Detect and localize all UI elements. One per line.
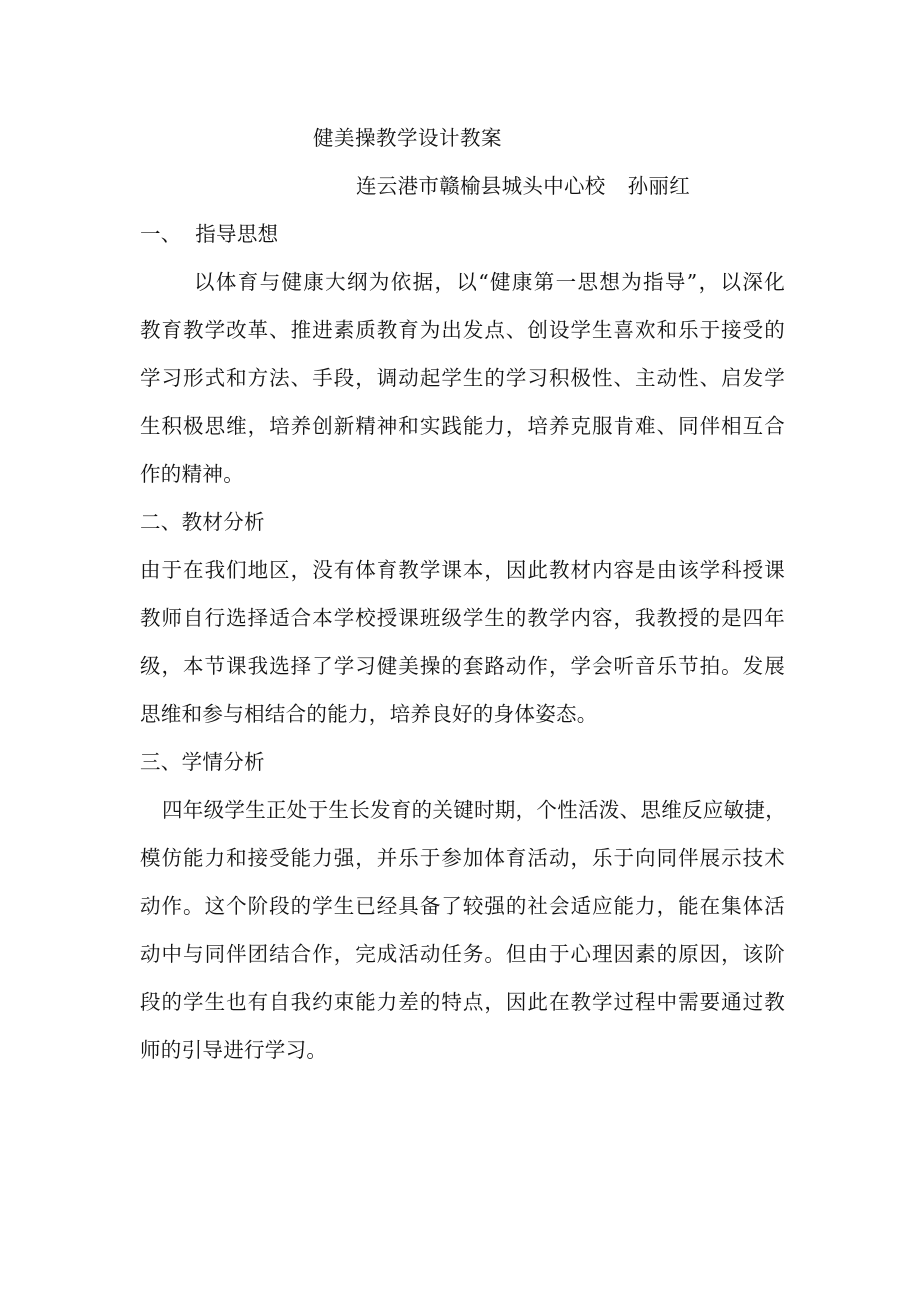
section-heading-material-analysis: 二、教材分析 (140, 510, 265, 534)
paragraph-line: 级，本节课我选择了学习健美操的套路动作，学会听音乐节拍。发展 (140, 654, 785, 678)
paragraph-line: 作的精神。 (140, 462, 244, 486)
paragraph-line: 由于在我们地区，没有体育教学课本，因此教材内容是由该学科授课 (140, 558, 785, 582)
section-heading-student-analysis: 三、学情分析 (140, 750, 265, 774)
paragraph-line: 师的引导进行学习。 (140, 1038, 328, 1062)
paragraph-line: 生积极思维，培养创新精神和实践能力，培养克服肯难、同伴相互合 (140, 414, 785, 438)
paragraph-line: 动作。这个阶段的学生已经具备了较强的社会适应能力，能在集体活 (140, 894, 785, 918)
paragraph-line: 模仿能力和接受能力强，并乐于参加体育活动，乐于向同伴展示技术 (140, 846, 785, 870)
author-organization: 连云港市赣榆县城头中心校 (356, 174, 606, 198)
paragraph-line: 四年级学生正处于生长发育的关键时期，个性活泼、思维反应敏捷， (162, 798, 786, 822)
paragraph-line: 教育教学改革、推进素质教育为出发点、创设学生喜欢和乐于接受的 (140, 318, 785, 342)
paragraph-line: 思维和参与相结合的能力，培养良好的身体姿态。 (140, 702, 598, 726)
paragraph-line: 段的学生也有自我约束能力差的特点，因此在教学过程中需要通过教 (140, 990, 785, 1014)
paragraph-line: 教师自行选择适合本学校授课班级学生的教学内容，我教授的是四年 (140, 606, 785, 630)
paragraph-line: 动中与同伴团结合作，完成活动任务。但由于心理因素的原因，该阶 (140, 942, 785, 966)
author-line (356, 172, 920, 200)
section-heading-guiding-ideology: 一、 指导思想 (140, 222, 279, 246)
author-name: 孙丽红 (627, 174, 691, 198)
document-title: 健美操教学设计教案 (313, 126, 502, 150)
paragraph-line: 以体育与健康大纲为依据，以“健康第一思想为指导”，以深化 (194, 270, 785, 294)
paragraph-line: 学习形式和方法、手段，调动起学生的学习积极性、主动性、启发学 (140, 366, 785, 390)
